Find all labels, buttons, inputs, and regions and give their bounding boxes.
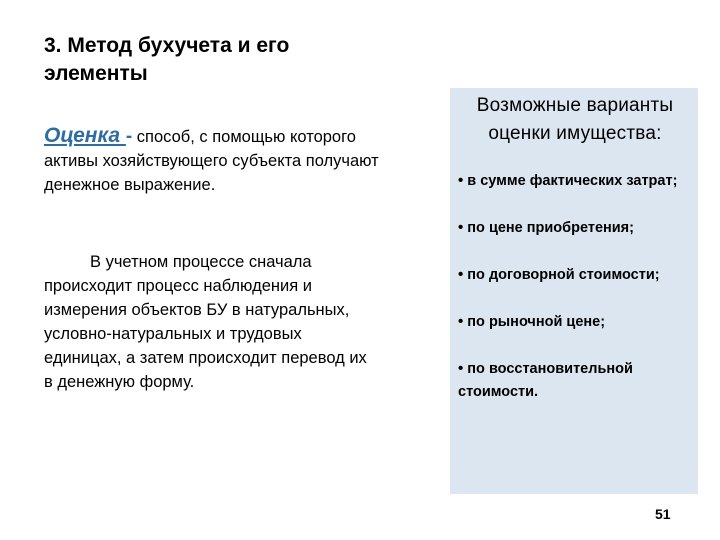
valuation-option xyxy=(458,216,692,240)
bullet-icon: • xyxy=(458,313,464,330)
option-text: по цене приобретения; xyxy=(467,220,634,236)
valuation-options-list xyxy=(458,169,692,404)
option-text: по рыночной цене; xyxy=(467,314,606,330)
term-label: Оценка xyxy=(44,124,126,147)
definition-text: способ, с помощью которого активы хозяйствующего субъекта получают денежное выражение. xyxy=(44,128,379,194)
valuation-options-panel xyxy=(450,88,698,494)
valuation-option xyxy=(458,357,692,404)
page-number: 51 xyxy=(655,506,671,522)
valuation-option xyxy=(458,310,692,334)
definition-paragraph xyxy=(44,124,384,197)
panel-heading: Возможные варианты оценки имущества: xyxy=(476,95,674,144)
bullet-icon: • xyxy=(458,172,464,189)
bullet-icon: • xyxy=(458,266,464,283)
term-dash: - xyxy=(125,126,133,147)
process-text: В учетном процессе сначала происходит процесс наблюдения и измерения объектов БУ в натуральных, условно-натуральных и трудовых единицах, а затем происходит перевод их в денежную форму. xyxy=(44,253,367,391)
bullet-icon: • xyxy=(458,360,464,377)
option-text: по восстановительной стоимости. xyxy=(458,361,633,400)
valuation-option xyxy=(458,263,692,287)
slide-title: 3. Метод бухучета и его элементы xyxy=(44,34,290,85)
bullet-icon: • xyxy=(458,219,464,236)
option-text: по договорной стоимости; xyxy=(467,267,660,283)
option-text: в сумме фактических затрат; xyxy=(467,173,678,189)
process-paragraph xyxy=(44,250,374,394)
valuation-option xyxy=(458,169,692,193)
